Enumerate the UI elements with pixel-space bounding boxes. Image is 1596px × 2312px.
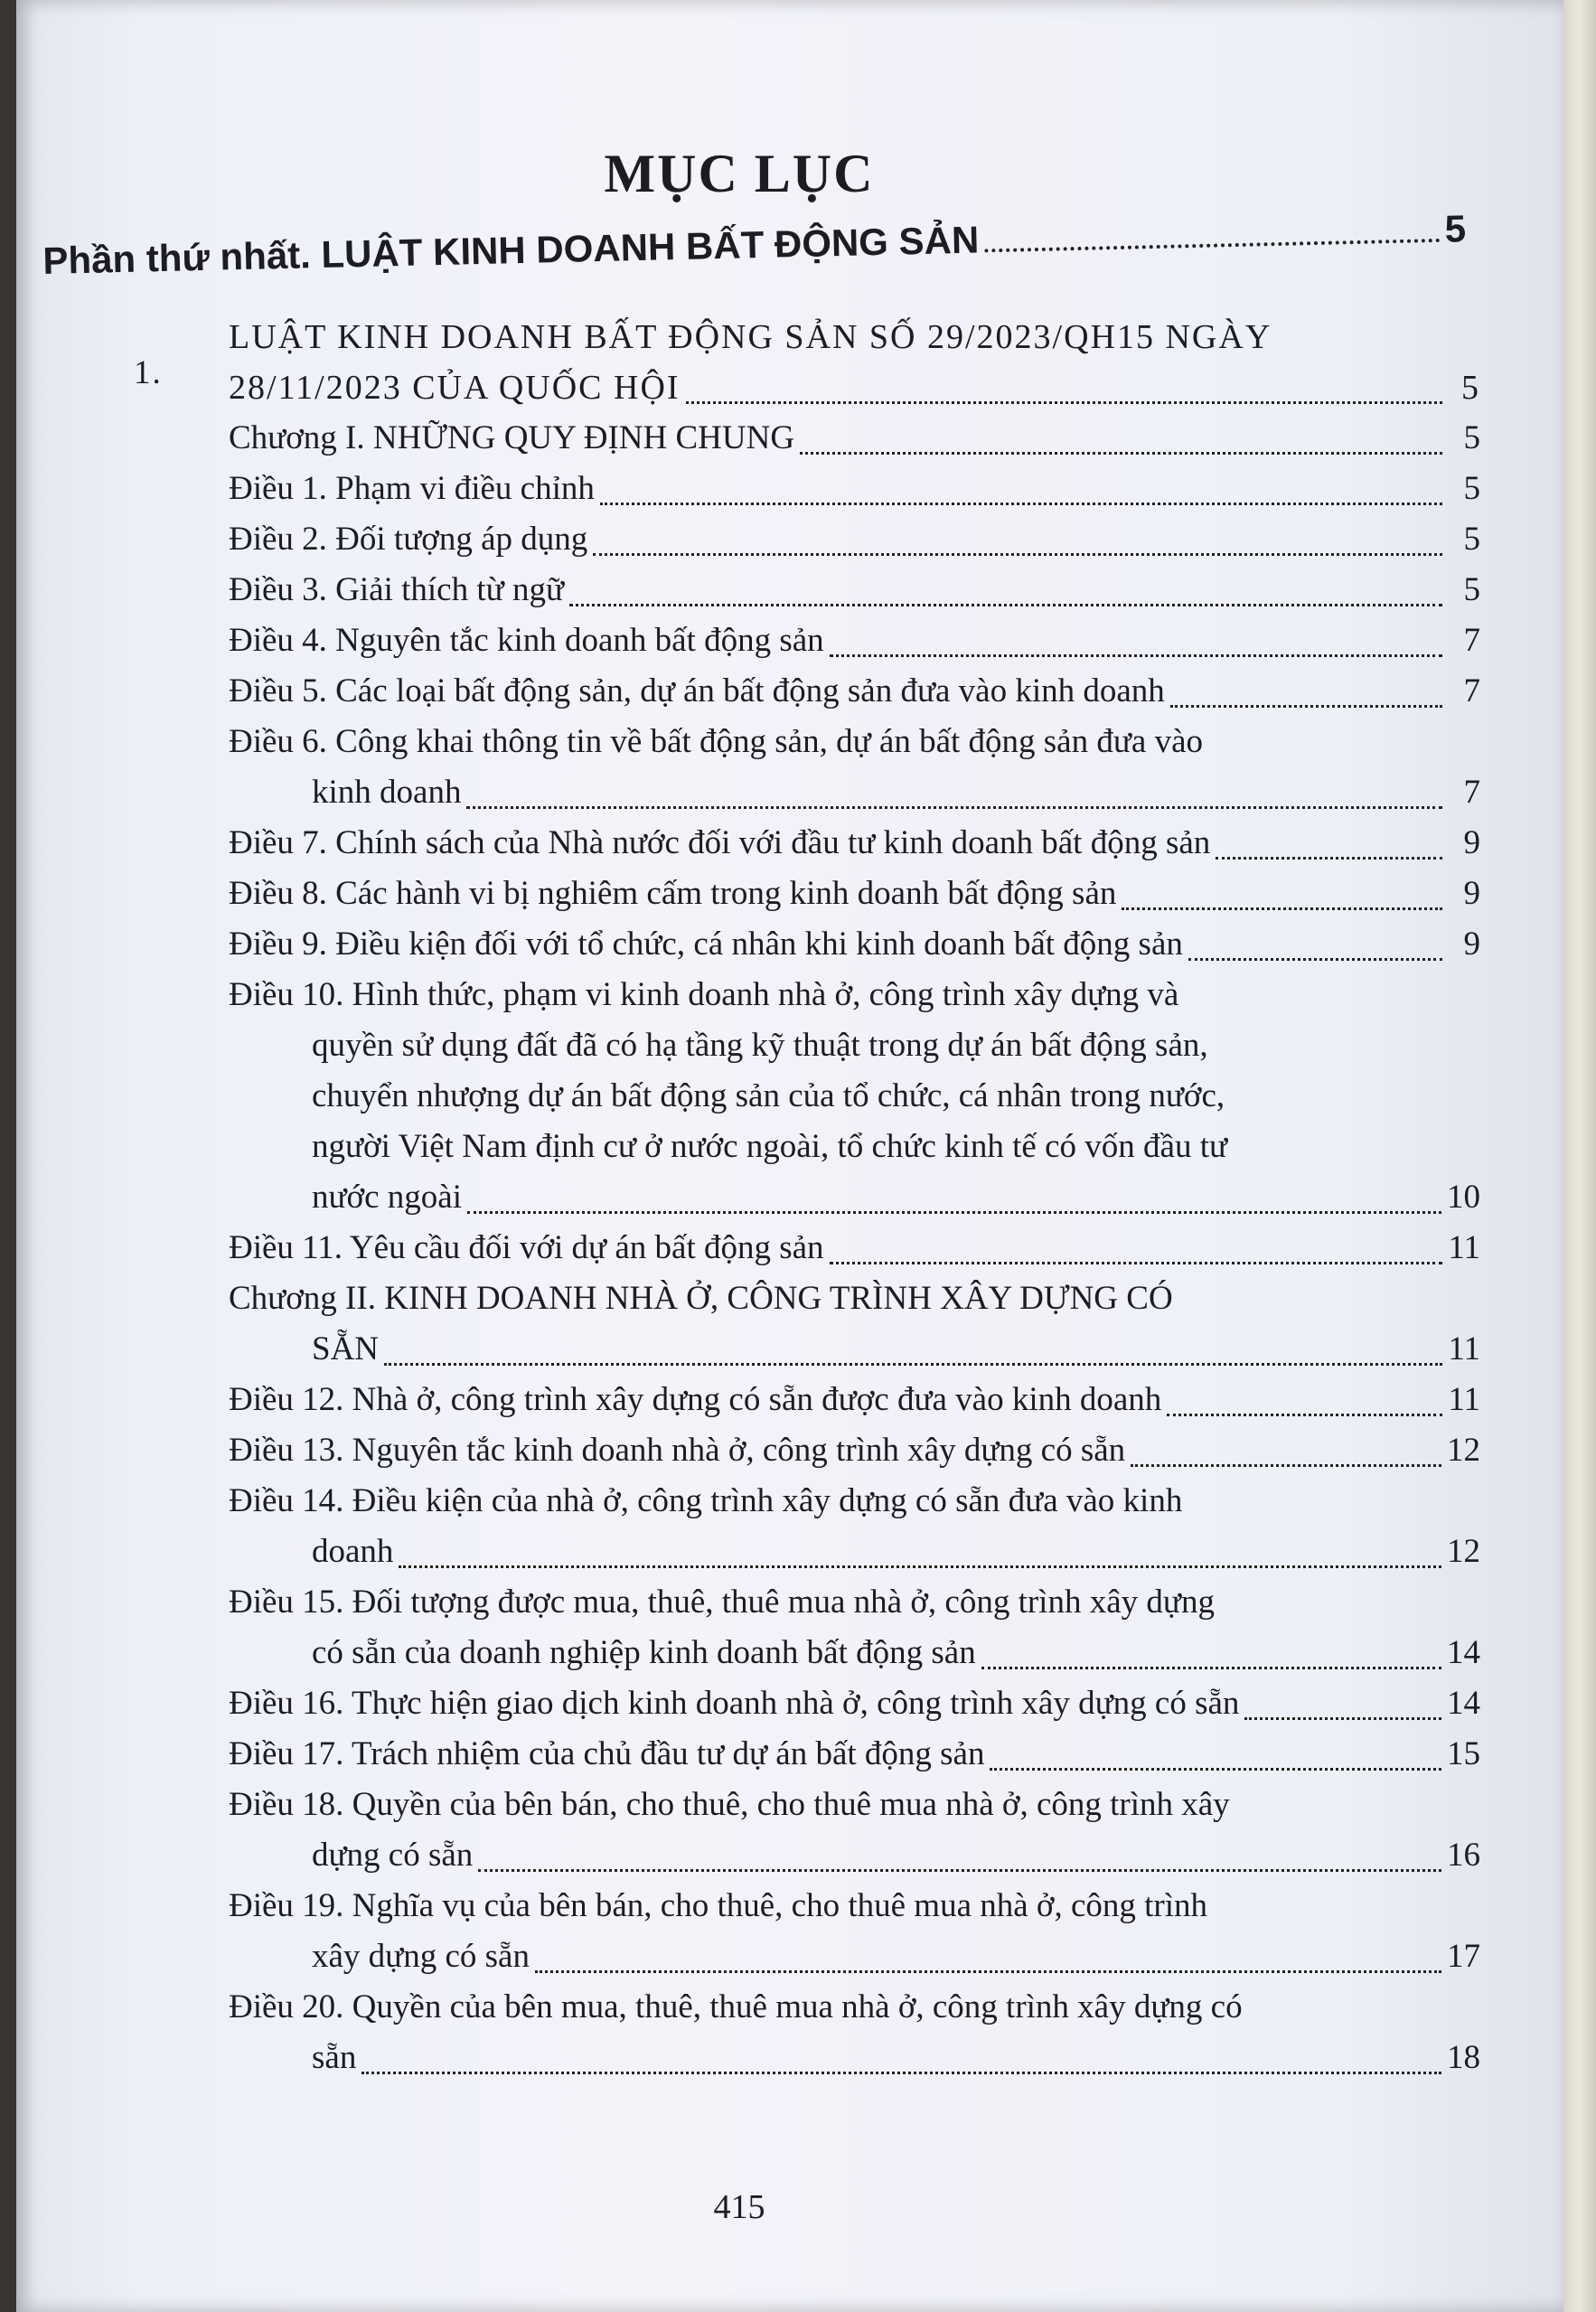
toc-entry-line: Điều 4. Nguyên tắc kinh doanh bất động sản [229,622,824,659]
toc-entry-page: 18 [1447,2039,1480,2076]
toc-entry [143,514,1480,565]
toc-entry-line: Điều 15. Đối tượng được mua, thuê, thuê mua nhà ở, công trình xây dựng [229,1584,1215,1621]
toc-entry-line: Điều 10. Hình thức, phạm vi kinh doanh nhà ở, công trình xây dựng và [229,976,1179,1013]
toc-entry-page: 11 [1448,1381,1480,1418]
toc-entry [143,565,1480,616]
toc-entry-line: kinh doanh [312,774,462,811]
toc-entry-page: 11 [1448,1330,1480,1367]
toc-entry-line: Chương II. KINH DOANH NHÀ Ở, CÔNG TRÌNH XÂY DỰNG CÓ [229,1280,1173,1317]
toc-entry-page: 15 [1447,1735,1480,1772]
dot-leader [466,806,1442,809]
toc-entry [143,1375,1480,1425]
toc-entry-line: Điều 8. Các hành vi bị nghiêm cấm trong kinh doanh bất động sản [229,875,1117,912]
toc-entry-page: 9 [1463,824,1480,861]
dot-leader [384,1363,1442,1366]
dot-leader [361,2072,1441,2074]
toc-entry-page: 11 [1448,1229,1480,1266]
toc-entry-line: Điều 20. Quyền của bên mua, thuê, thuê mua nhà ở, công trình xây dựng có [229,1988,1243,2025]
dot-leader [535,1970,1441,1973]
table-of-contents [134,312,1480,2083]
dot-leader [569,604,1442,606]
book-page [16,0,1563,2312]
toc-entry [143,1982,1480,2083]
toc-entry-page: 5 [1463,470,1480,507]
dot-leader [600,503,1442,505]
toc-entry-page: 9 [1463,926,1480,963]
dot-leader [981,1667,1441,1669]
law-title-line-1: LUẬT KINH DOANH BẤT ĐỘNG SẢN SỐ 29/2023/QH15 NGÀY [229,318,1272,356]
toc-entry [143,1425,1480,1476]
toc-entry [143,970,1480,1223]
toc-entry-page: 17 [1447,1938,1480,1975]
dot-leader [1216,857,1442,860]
toc-entry-page: 16 [1447,1837,1480,1874]
toc-entry-line: Điều 16. Thực hiện giao dịch kinh doanh nhà ở, công trình xây dựng có sẵn [229,1685,1240,1722]
toc-entry-line: Điều 3. Giải thích từ ngữ [229,571,564,608]
dot-leader [1131,1464,1441,1467]
toc-entry-line: Chương I. NHỮNG QUY ĐỊNH CHUNG [229,419,795,456]
dot-leader [1244,1717,1441,1720]
toc-entry-line: người Việt Nam định cư ở nước ngoài, tổ chức kinh tế có vốn đầu tư [312,1128,1228,1165]
toc-entry-page: 14 [1447,1634,1480,1671]
toc-entry-line: Điều 18. Quyền của bên bán, cho thuê, cho thuê mua nhà ở, công trình xây [229,1786,1230,1823]
dot-leader [1122,907,1442,910]
entry-list [143,413,1480,2083]
toc-entry [143,717,1480,818]
toc-entry-page: 7 [1463,622,1480,659]
toc-entry-line: dựng có sẵn [312,1837,474,1874]
law-entry [134,312,1480,413]
toc-entry [143,1780,1480,1881]
toc-entry-line: sẵn [312,2039,357,2076]
toc-entry [143,1881,1480,1982]
dot-leader [990,1768,1441,1771]
dot-leader [984,239,1440,252]
toc-entry-line: Điều 5. Các loại bất động sản, dự án bất động sản đưa vào kinh doanh [229,672,1165,710]
next-page-edge [1563,0,1596,2312]
page-number: 415 [713,2188,765,2226]
toc-entry-page: 7 [1463,774,1480,811]
toc-entry-line: xây dựng có sẵn [312,1938,530,1975]
toc-entry-line: Điều 11. Yêu cầu đối với dự án bất động sản [229,1229,824,1266]
toc-entry [143,1223,1480,1273]
toc-entry-page: 7 [1463,672,1480,710]
toc-entry-page: 5 [1463,571,1480,608]
dot-leader [686,401,1442,404]
toc-entry-line: SẴN [312,1330,380,1367]
toc-entry-page: 10 [1447,1179,1480,1216]
toc-entry-line: Điều 19. Nghĩa vụ của bên bán, cho thuê, cho thuê mua nhà ở, công trình [229,1887,1208,1924]
toc-entry-page: 12 [1447,1533,1480,1570]
dot-leader [399,1565,1441,1568]
toc-entry-page: 5 [1463,521,1480,558]
law-number: 1. [134,354,163,391]
toc-entry-line: Điều 9. Điều kiện đối với tổ chức, cá nhân khi kinh doanh bất động sản [229,926,1183,963]
part-label: Phần thứ nhất. LUẬT KINH DOANH BẤT ĐỘNG SẢN [42,218,980,283]
dot-leader [1188,958,1442,961]
toc-entry-line: Điều 2. Đối tượng áp dụng [229,521,588,558]
toc-entry [143,1273,1480,1375]
toc-entry-line: có sẵn của doanh nghiệp kinh doanh bất động sản [312,1634,976,1671]
law-title-line-2: 28/11/2023 CỦA QUỐC HỘI [229,369,681,407]
dot-leader [467,1211,1441,1214]
toc-entry [143,464,1480,514]
toc-entry-line: Điều 1. Phạm vi điều chỉnh [229,470,595,507]
toc-entry-page: 9 [1463,875,1480,912]
part-heading [42,207,1467,283]
toc-entry-line: Điều 7. Chính sách của Nhà nước đối với đầu tư kinh doanh bất động sản [229,824,1211,861]
page-title: MỤC LỤC [604,144,875,203]
toc-entry-line: Điều 6. Công khai thông tin về bất động sản, dự án bất động sản đưa vào [229,723,1203,760]
law-page: 5 [1461,369,1480,407]
toc-entry [143,616,1480,666]
toc-entry-line: nước ngoài [312,1179,462,1216]
toc-entry [143,919,1480,970]
toc-entry-line: Điều 12. Nhà ở, công trình xây dựng có sẵn được đưa vào kinh doanh [229,1381,1162,1418]
toc-entry-line: Điều 17. Trách nhiệm của chủ đầu tư dự án bất động sản [229,1735,985,1772]
dot-leader [478,1869,1441,1872]
dot-leader [593,553,1442,556]
toc-entry [143,869,1480,919]
part-page: 5 [1444,207,1467,250]
dot-leader [1170,705,1442,708]
toc-entry [143,1577,1480,1678]
toc-entry-page: 5 [1463,419,1480,456]
toc-entry-line: doanh [312,1533,394,1570]
toc-entry [143,666,1480,717]
dot-leader [830,654,1442,657]
toc-entry-line: Điều 13. Nguyên tắc kinh doanh nhà ở, công trình xây dựng có sẵn [229,1432,1126,1469]
toc-entry [143,1678,1480,1729]
toc-entry [143,1476,1480,1577]
dot-leader [1167,1414,1442,1416]
dot-leader [800,452,1442,455]
dot-leader [830,1262,1442,1264]
toc-entry [143,1729,1480,1780]
toc-entry-page: 14 [1447,1685,1480,1722]
toc-entry-line: quyền sử dụng đất đã có hạ tầng kỹ thuật trong dự án bất động sản, [312,1027,1208,1064]
toc-entry [143,413,1480,464]
toc-entry-page: 12 [1447,1432,1480,1469]
toc-entry-line: Điều 14. Điều kiện của nhà ở, công trình xây dựng có sẵn đưa vào kinh [229,1482,1183,1519]
toc-entry-line: chuyển nhượng dự án bất động sản của tổ chức, cá nhân trong nước, [312,1077,1225,1114]
toc-entry [143,818,1480,869]
